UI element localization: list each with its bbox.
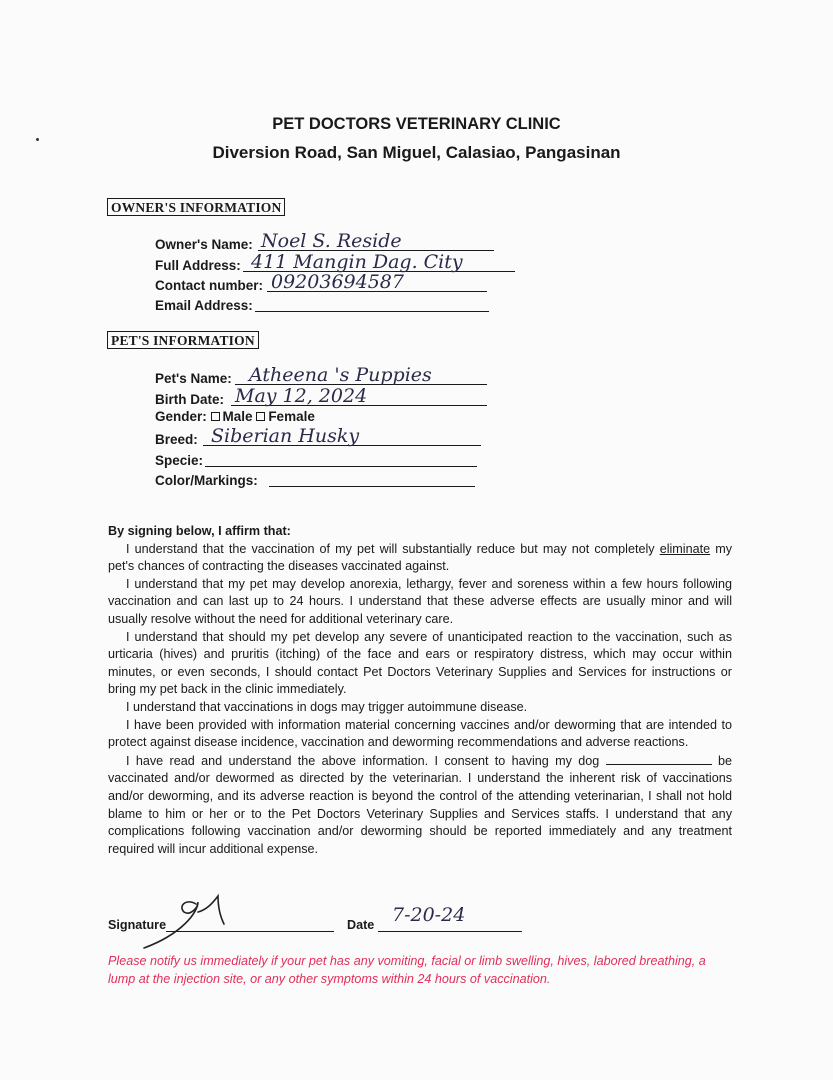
affirmation-paragraph-2: I understand that my pet may develop anorexia, lethargy, fever and soreness within a few hours following vaccination and can last up to 24 hours. I understand that these adverse effects are usually minor and will usually resolve without the need for additional veterinary care. xyxy=(108,576,732,626)
full-address-label: Full Address: xyxy=(155,258,241,273)
affirmation-block xyxy=(108,523,732,858)
birth-date-field[interactable] xyxy=(155,385,489,408)
email-address-line xyxy=(255,311,489,312)
pet-name-value: Atheena 's Puppies xyxy=(249,364,432,386)
dog-name-blank[interactable] xyxy=(606,752,712,765)
color-markings-line xyxy=(269,486,475,487)
affirmation-paragraph-4: I understand that vaccinations in dogs may trigger autoimmune disease. xyxy=(126,699,528,714)
breed-value: Siberian Husky xyxy=(211,425,360,447)
clinic-name: PET DOCTORS VETERINARY CLINIC xyxy=(272,115,561,133)
eliminate-underlined: eliminate xyxy=(659,541,711,556)
post-vaccination-notice: Please notify us immediately if your pet has any vomiting, facial or limb swelling, hives, labored breathing, a lump at the injection site, or any other symptoms within 24 hours of vaccination. xyxy=(108,954,706,986)
gender-label: Gender: xyxy=(155,409,207,424)
date-value: 7-20-24 xyxy=(392,904,466,926)
breed-label: Breed: xyxy=(155,432,198,447)
affirmation-paragraph-1: I understand that the vaccination of my pet will substantially reduce but may not completely eliminate my pet's chances of contracting the diseases vaccinated against. xyxy=(108,541,732,574)
owner-name-label: Owner's Name: xyxy=(155,237,253,252)
signature-label: Signature xyxy=(108,918,167,932)
contact-number-field[interactable] xyxy=(155,271,489,294)
date-label: Date xyxy=(347,918,375,932)
affirmation-heading: By signing below, I affirm that: xyxy=(108,524,291,538)
gender-female-label: Female xyxy=(268,409,315,424)
affirmation-paragraph-6: I have read and understand the above information. I consent to having my dog be vaccinated and/or dewormed as directed by the veterinarian. I understand the inherent risk of vaccinations and/or deworming, and its adverse reaction is beyond the control of the attending veterinarian, I shall not hold blame to him or her or to the Pet Doctors Veterinary Supplies and Services staffs. I understand that any complications following vaccination and/or deworming should be reported immediately and any treatment required will incur additional expense. xyxy=(108,753,733,856)
specie-field[interactable] xyxy=(155,449,479,469)
affirmation-paragraph-5: I have been provided with information material concerning vaccines and/or deworming that are intended to protect against disease incidence, vaccination and deworming recommendations and adverse reactions. xyxy=(108,717,732,750)
contact-number-value: 09203694587 xyxy=(271,271,404,293)
gender-female-checkbox[interactable] xyxy=(256,412,265,421)
full-address-value: 411 Mangin Dag. City xyxy=(251,251,463,273)
affirmation-paragraph-3: I understand that should my pet develop any severe of unanticipated reaction to the vaccination, such as urticaria (hives) and pruritis (itching) of the face and ears or respiratory distress, which may occur within minutes, or even seconds, I should contact Pet Doctors Veterinary Supplies and Services for instructions or bring my pet back in the clinic immediately. xyxy=(108,629,732,697)
pet-name-field[interactable] xyxy=(155,364,489,387)
specie-label: Specie: xyxy=(155,453,204,468)
specie-line xyxy=(205,466,477,467)
owner-section-heading: OWNER'S INFORMATION xyxy=(107,198,285,216)
color-markings-field[interactable] xyxy=(155,469,477,489)
birth-date-label: Birth Date: xyxy=(155,392,225,407)
owner-name-value: Noel S. Reside xyxy=(261,230,402,252)
clinic-address: Diversion Road, San Miguel, Calasiao, Pangasinan xyxy=(212,143,621,162)
email-address-field[interactable] xyxy=(155,294,491,314)
email-address-label: Email Address: xyxy=(155,298,253,313)
pet-name-label: Pet's Name: xyxy=(155,371,232,386)
date-line[interactable] xyxy=(378,931,522,932)
scan-speck xyxy=(36,138,39,141)
breed-field[interactable] xyxy=(155,425,483,448)
pet-section-heading: PET'S INFORMATION xyxy=(107,331,259,349)
handwritten-signature xyxy=(140,890,270,952)
gender-male-label: Male xyxy=(222,409,253,424)
gender-field xyxy=(155,409,315,424)
birth-date-value: May 12, 2024 xyxy=(235,385,368,407)
contact-number-label: Contact number: xyxy=(155,278,263,293)
color-markings-label: Color/Markings: xyxy=(155,473,258,488)
owner-name-field[interactable] xyxy=(155,230,495,253)
gender-male-checkbox[interactable] xyxy=(211,412,220,421)
